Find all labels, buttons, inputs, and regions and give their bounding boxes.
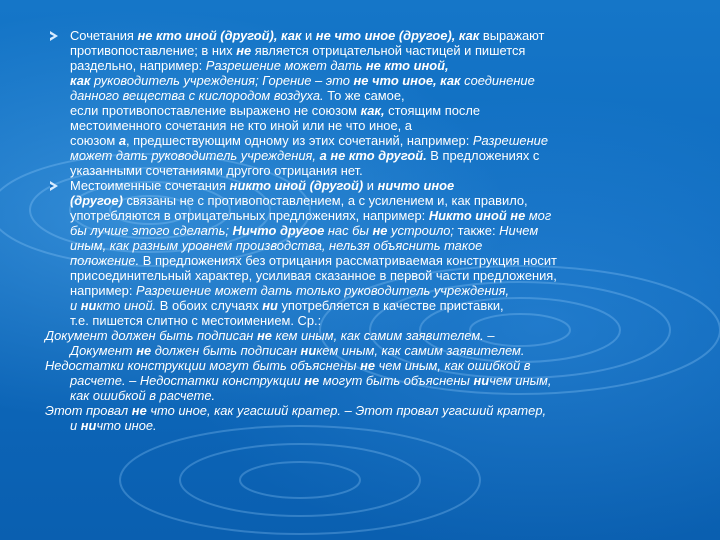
text-line-14	[70, 223, 538, 238]
text-segment: не что иное, как	[353, 73, 461, 88]
text-segment: присоединительный характер, усиливая сказанное в первой части предложения,	[70, 268, 557, 283]
text-segment: является отрицательной частицей и пишется	[251, 43, 526, 58]
text-segment: (другое)	[70, 193, 123, 208]
text-line-19	[70, 298, 504, 313]
text-segment: Недостатки конструкции могут быть объяснены	[45, 358, 361, 373]
text-segment: В предложениях без отрицания рассматриваемая конструкция носит	[139, 253, 557, 268]
text-segment: употребляются в отрицательных предложениях, например:	[70, 208, 429, 223]
text-segment: Разрешение может дать	[205, 58, 366, 73]
text-segment: кем иным, как самим заявителем. –	[271, 328, 495, 343]
bullet-1-marker	[50, 31, 58, 41]
text-segment: Разрешение может дать только руководитель учреждения,	[136, 283, 510, 298]
text-segment: чем иным, как ошибкой в	[375, 358, 531, 373]
text-segment: кто иной.	[96, 298, 157, 313]
text-segment: руководитель учреждения; Горение – это	[90, 73, 354, 88]
text-segment: Сочетания	[70, 28, 138, 43]
text-segment: ни	[262, 298, 278, 313]
text-line-23	[45, 358, 530, 373]
text-segment: бы лучше этого сделать;	[70, 223, 233, 238]
text-segment: нас бы	[324, 223, 373, 238]
text-segment: если противопоставление выражено не союзом	[70, 103, 361, 118]
text-line-10	[70, 163, 363, 178]
text-segment: положение.	[70, 253, 140, 268]
text-line-25	[70, 388, 215, 403]
text-segment: как	[70, 73, 91, 88]
text-segment: не	[304, 373, 320, 388]
text-segment: В обоих случаях	[156, 298, 263, 313]
text-segment: раздельно, например:	[70, 58, 206, 73]
text-segment: и	[70, 418, 81, 433]
text-segment: не	[360, 358, 376, 373]
text-segment: т.е. пишется слитно с местоимением. Ср.:	[70, 313, 322, 328]
text-segment: ни	[80, 418, 97, 433]
text-segment: Ничем	[499, 223, 539, 238]
text-segment: расчете. – Недостатки конструкции	[70, 373, 305, 388]
text-line-9	[70, 148, 539, 163]
text-line-18	[70, 283, 509, 298]
text-segment: Никто иной не	[428, 208, 526, 223]
text-segment: могут быть объяснены	[319, 373, 474, 388]
text-line-24	[70, 373, 551, 388]
text-segment: выражают	[479, 28, 545, 43]
text-line-3	[70, 58, 449, 73]
text-line-4	[70, 73, 535, 88]
text-segment: В предложениях с	[426, 148, 540, 163]
text-line-7	[70, 118, 412, 133]
text-segment: Документ	[70, 343, 137, 358]
text-segment: должен быть подписан	[151, 343, 301, 358]
text-segment: Местоименные сочетания	[70, 178, 230, 193]
text-line-5	[70, 88, 405, 103]
text-segment: и	[301, 28, 316, 43]
text-segment: как,	[360, 103, 385, 118]
text-segment: не	[131, 403, 147, 418]
text-segment: ни	[300, 343, 317, 358]
text-segment: Ничто другое	[232, 223, 325, 238]
text-segment: и	[363, 178, 378, 193]
text-segment: не кто иной (другой), как	[137, 28, 302, 43]
text-line-26	[45, 403, 546, 418]
text-segment: никто иной (другой)	[229, 178, 364, 193]
text-segment: мог	[525, 208, 552, 223]
text-segment: не	[136, 343, 152, 358]
text-line-27	[70, 418, 157, 433]
text-segment: не	[256, 328, 272, 343]
text-line-2	[70, 43, 525, 58]
text-segment: иным, как разным уровнем производства, нельзя объяснить такое	[70, 238, 483, 253]
text-line-11	[70, 178, 454, 193]
text-segment: также:	[457, 223, 500, 238]
text-segment: ни	[473, 373, 490, 388]
text-segment: не кто иной,	[365, 58, 449, 73]
text-segment: не что иное (другое), как	[315, 28, 480, 43]
text-line-15	[70, 238, 482, 253]
text-segment: Документ должен быть подписан	[45, 328, 257, 343]
text-line-1	[70, 28, 544, 43]
text-line-8	[70, 133, 548, 148]
text-segment: и	[70, 298, 81, 313]
text-line-17	[70, 268, 557, 283]
text-line-12	[70, 193, 528, 208]
text-segment: чем иным,	[489, 373, 552, 388]
bullet-2-marker	[50, 181, 58, 191]
text-segment: ни	[80, 298, 97, 313]
text-segment: что иное, как угасший кратер. – Этот провал угасший кратер,	[146, 403, 547, 418]
text-line-22	[70, 343, 524, 358]
text-segment: местоименного сочетания не кто иной или не что иное, а	[70, 118, 412, 133]
text-segment: устроило;	[387, 223, 458, 238]
text-segment: не	[372, 223, 388, 238]
text-segment: связаны не с противопоставлением, а с усилением и, как правило,	[122, 193, 528, 208]
text-line-6	[70, 103, 480, 118]
text-segment: не	[236, 43, 252, 58]
text-segment: Этот провал	[45, 403, 132, 418]
text-segment: а не кто другой.	[319, 148, 427, 163]
text-segment: употребляется в качестве приставки,	[277, 298, 504, 313]
text-segment: кем иным, как самим заявителем.	[316, 343, 525, 358]
text-segment: соединение	[460, 73, 535, 88]
text-segment: союзом	[70, 133, 119, 148]
text-segment: данного вещества с кислородом воздуха.	[70, 88, 324, 103]
text-segment: стоящим после	[384, 103, 481, 118]
text-segment: ничто иное	[377, 178, 455, 193]
text-segment: а	[118, 133, 126, 148]
text-segment: Разрешение	[472, 133, 549, 148]
text-line-20	[70, 313, 321, 328]
text-segment: как ошибкой в расчете.	[70, 388, 216, 403]
text-segment: То же самое,	[323, 88, 405, 103]
text-line-13	[70, 208, 551, 223]
text-line-21	[45, 328, 495, 343]
text-segment: противопоставление; в них	[70, 43, 237, 58]
text-segment: , предшествующим одному из этих сочетаний, например:	[125, 133, 473, 148]
text-segment: указанными сочетаниями другого отрицания нет.	[70, 163, 363, 178]
text-segment: например:	[70, 283, 137, 298]
text-segment: может дать руководитель учреждения,	[70, 148, 320, 163]
text-segment: что иное.	[96, 418, 157, 433]
text-line-16	[70, 253, 557, 268]
